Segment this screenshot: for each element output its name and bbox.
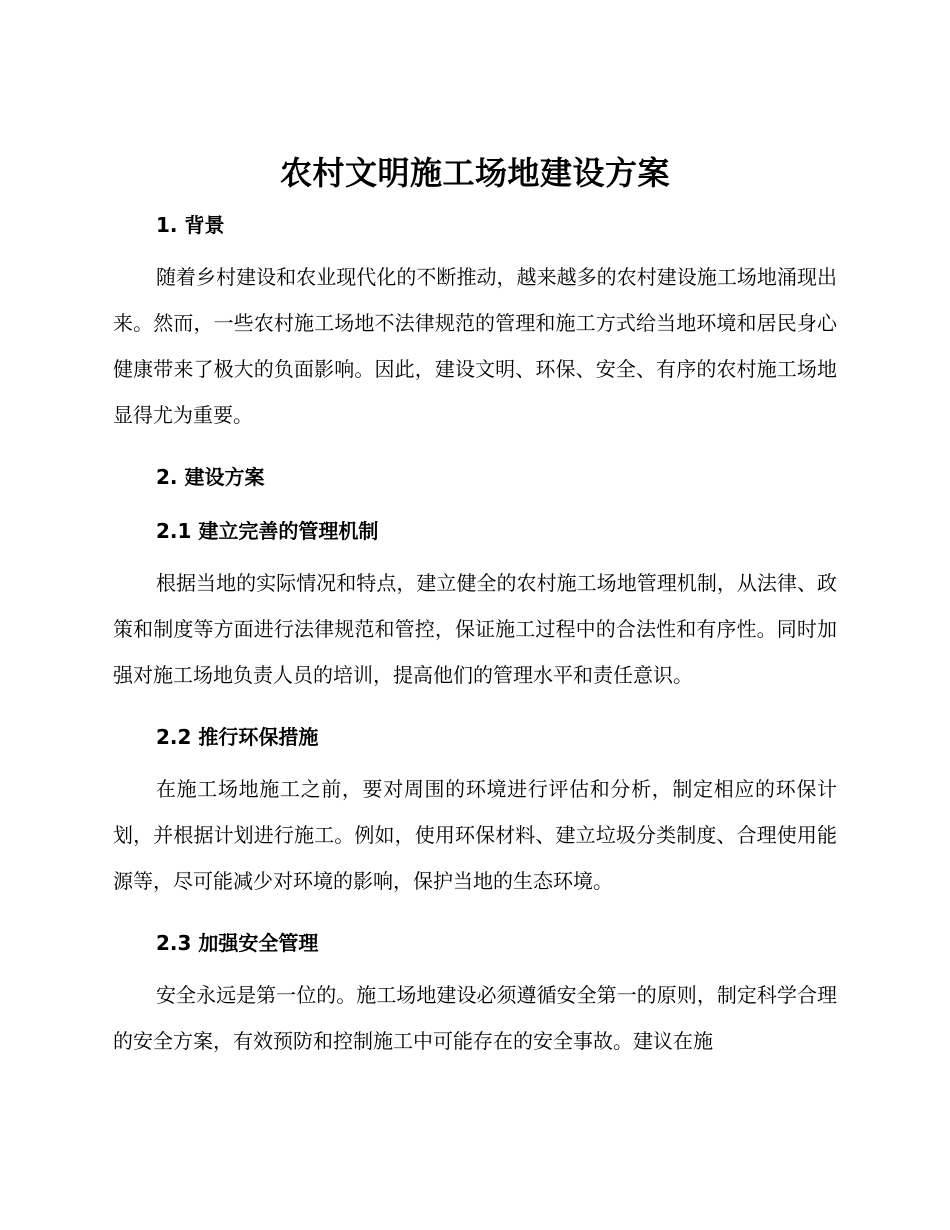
section-paragraph: 安全永远是第一位的。施工场地建设必须遵循安全第一的原则，制定科学合理的安全方案，有效预防和控制施工中可能存在的安全事故。建议在施 — [113, 983, 837, 1053]
section-paragraph: 随着乡村建设和农业现代化的不断推动，越来越多的农村建设施工场地涌现出来。然而，一些农村施工场地不法律规范的管理和施工方式给当地环境和居民身心健康带来了极大的负面影响。因此，建设文明、环保、安全、有序的农村施工场地显得尤为重要。 — [113, 265, 837, 427]
document-title: 农村文明施工场地建设方案 — [279, 154, 670, 192]
section-heading: 2. 建设方案 — [156, 465, 265, 489]
section-background — [113, 210, 837, 438]
section-paragraph: 在施工场地施工之前，要对周围的环境进行评估和分析，制定相应的环保计划，并根据计划进行施工。例如，使用环保材料、建立垃圾分类制度、合理使用能源等，尽可能减少对环境的影响，保护当地的生态环境。 — [113, 777, 837, 893]
section-heading: 1. 背景 — [156, 213, 225, 237]
section-safety-management — [113, 928, 837, 1064]
section-paragraph: 根据当地的实际情况和特点，建立健全的农村施工场地管理机制，从法律、政策和制度等方面进行法律规范和管控，保证施工过程中的合法性和有序性。同时加强对施工场地负责人员的培训，提高他们的管理水平和责任意识。 — [113, 571, 837, 687]
subsection-heading: 2.1 建立完善的管理机制 — [156, 519, 379, 543]
section-environmental-measures — [113, 722, 837, 904]
subsection-heading: 2.2 推行环保措施 — [156, 725, 319, 749]
section-management-mechanism — [113, 516, 837, 698]
section-construction-plan — [113, 462, 837, 492]
subsection-heading: 2.3 加强安全管理 — [156, 931, 319, 955]
